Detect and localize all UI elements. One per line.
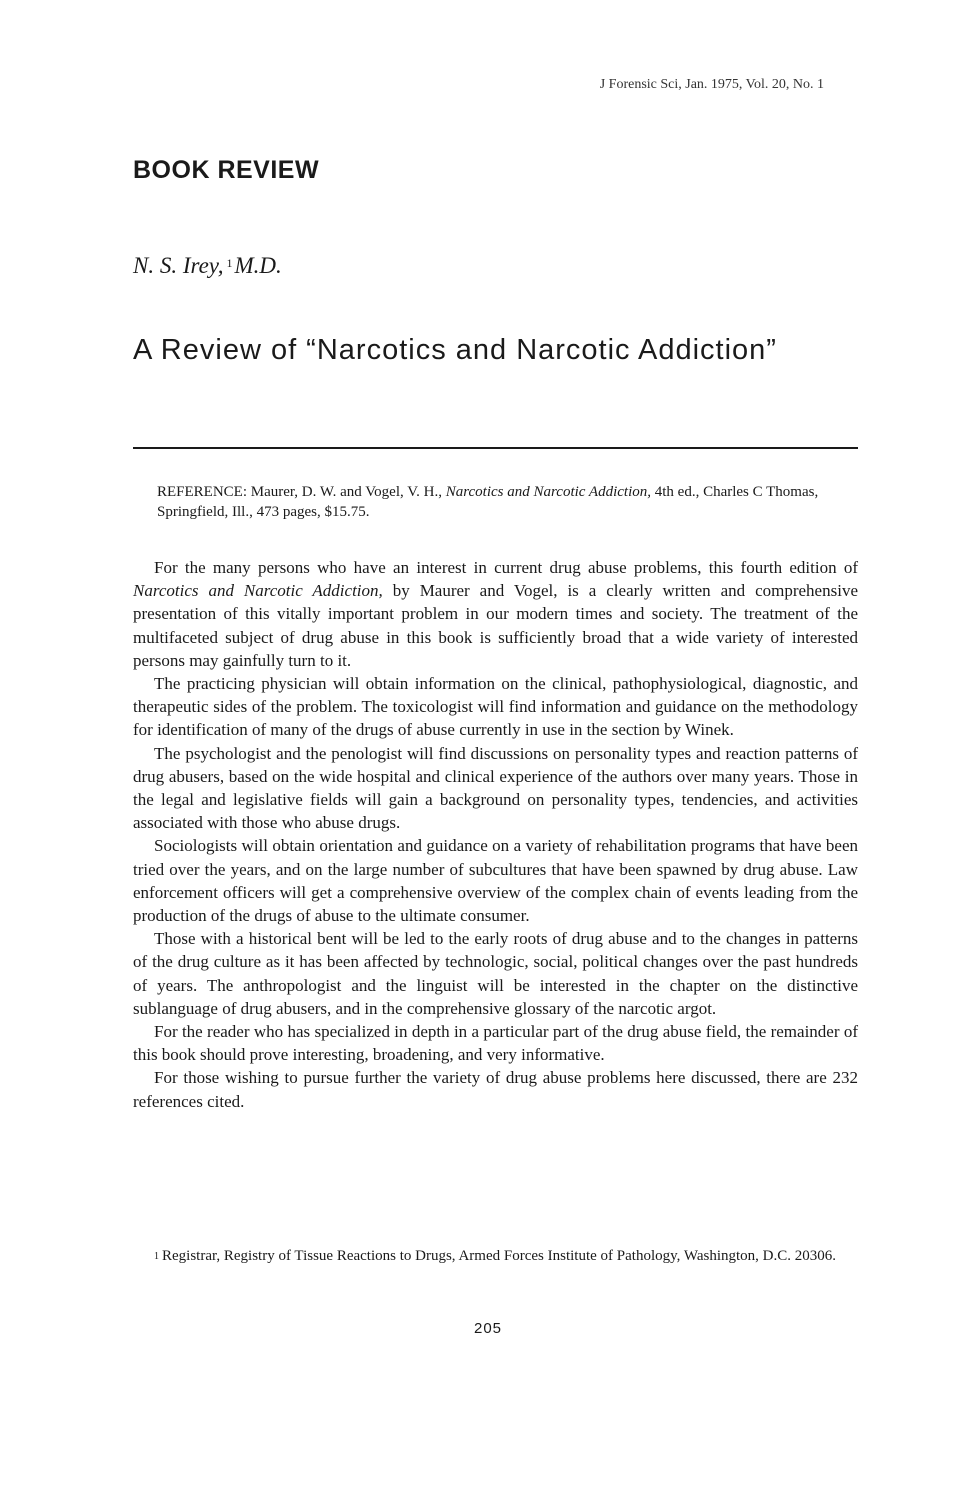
paragraph-specialist: For the reader who has specialized in depth in a particular part of the drug abuse field, the remainder of this book should prove interesting, broadening, and very informative. bbox=[133, 1022, 858, 1065]
author-line bbox=[133, 253, 282, 279]
paragraph-sociologists: Sociologists will obtain orientation and guidance on a variety of rehabilitation programs that have been tried over the years, and on the large number of subcultures that have been spawned by drug abuse. Law enforcement officers will get a comprehensive overview of the complex chain of events leading from the production of the drugs of abuse to the ultimate consumer. bbox=[133, 836, 858, 926]
page-number: 205 bbox=[473, 1320, 503, 1337]
paragraph-historical: Those with a historical bent will be led to the early roots of drug abuse and to the changes in patterns of the drug culture as it has been affected by technologic, social, political changes over the past hundreds of years. The anthropologist and the linguist will be interested in the chapter on the distinctive sublanguage of drug abusers, and in the comprehensive glossary of the narcotic argot. bbox=[133, 929, 858, 1018]
reference-details: 4th ed., Charles C Thomas, Springfield, Ill., 473 pages, $15.75. bbox=[157, 484, 819, 520]
reference-label: REFERENCE: bbox=[157, 484, 248, 500]
title-divider bbox=[133, 447, 858, 449]
paragraph-intro bbox=[133, 556, 858, 672]
section-heading: BOOK REVIEW bbox=[133, 156, 320, 184]
footnote-text: Registrar, Registry of Tissue Reactions to Drugs, Armed Forces Institute of Pathology, Washington, D.C. 20306. bbox=[162, 1248, 836, 1264]
author-footnote-mark[interactable]: 1 bbox=[226, 256, 233, 270]
reference-authors: Maurer, D. W. and Vogel, V. H., bbox=[247, 484, 446, 500]
article-title: A Review of “Narcotics and Narcotic Addiction” bbox=[133, 334, 777, 366]
paragraph-psychologist: The psychologist and the penologist will find discussions on personality types and reaction patterns of drug abusers, based on the wide hospital and clinical experience of the authors over many years. Those in the legal and legislative fields will gain a background on personality types, tendencies, and activities associated with those who abuse drugs. bbox=[133, 743, 858, 833]
paragraph-intro-book-title: Narcotics and Narcotic Addiction, bbox=[133, 581, 383, 601]
review-body bbox=[133, 556, 858, 1113]
author-degree: M.D. bbox=[234, 253, 282, 278]
journal-citation: J Forensic Sci, Jan. 1975, Vol. 20, No. 1 bbox=[599, 77, 824, 92]
paragraph-references: For those wishing to pursue further the variety of drug abuse problems here discussed, there are 232 references cited. bbox=[133, 1068, 858, 1111]
paragraph-intro-text-a: For the many persons who have an interest in current drug abuse problems, this fourth edition of bbox=[154, 558, 858, 577]
footnote bbox=[133, 1246, 858, 1266]
paragraph-physician: The practicing physician will obtain information on the clinical, pathophysiological, diagnostic, and therapeutic sides of the problem. The toxicologist will find information and guidance on the methodology for identification of many of the drugs of abuse currently in use in the section by Winek. bbox=[133, 674, 858, 740]
footnote-mark: 1 bbox=[154, 1251, 159, 1262]
paragraph-intro-text-b: by Maurer and Vogel, is a clearly written and comprehensive presentation of this vitally important problem in our modern times and society. The treatment of the multifaceted subject of drug abuse in this book is sufficiently broad that a wide variety of interested persons may gainfully turn to it. bbox=[133, 581, 858, 670]
reference-block bbox=[157, 482, 858, 522]
author-name: N. S. Irey, bbox=[133, 253, 224, 278]
reference-book-title: Narcotics and Narcotic Addiction, bbox=[445, 484, 651, 500]
